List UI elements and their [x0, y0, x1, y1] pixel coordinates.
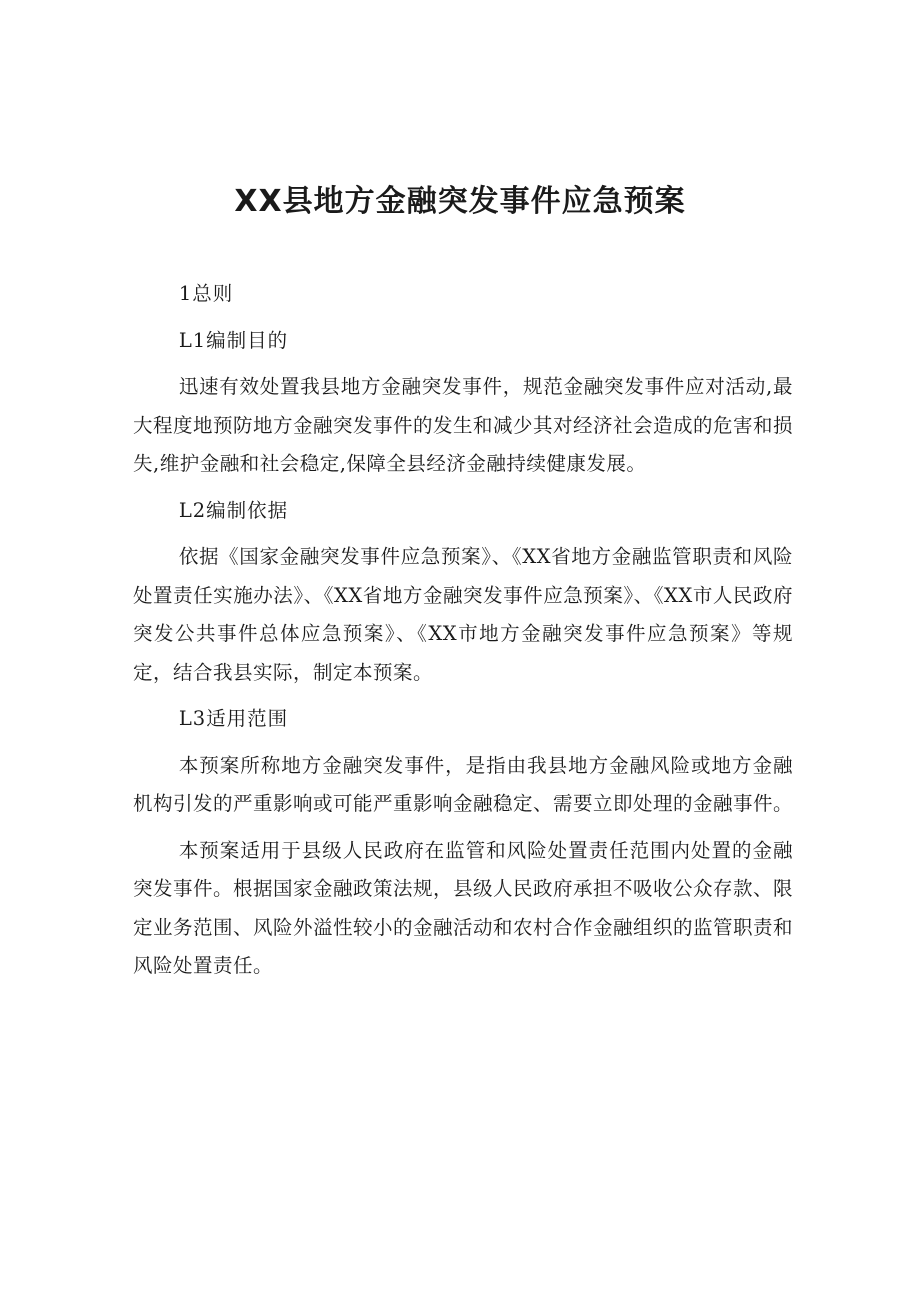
paragraph-purpose: 迅速有效处置我县地方金融突发事件，规范金融突发事件应对活动,最大程度地预防地方金融突发事件的发生和减少其对经济社会造成的危害和损失,维护金融和社会稳定,保障全县经济金融持续健康发展。: [133, 375, 794, 475]
section-heading-scope: L3适用范围: [178, 707, 289, 730]
paragraph-scope-applicability: 本预案适用于县级人民政府在监管和风险处置责任范围内处置的金融突发事件。根据国家金融政策法规，县级人民政府承担不吸收公众存款、限定业务范围、风险外溢性较小的金融活动和农村合作金融组织的监管职责和风险处置责任。: [133, 838, 794, 977]
section-heading-basis: L2编制依据: [178, 498, 289, 522]
paragraph-basis: 依据《国家金融突发事件应急预案》、《XX省地方金融监管职责和风险处置责任实施办法》、《XX省地方金融突发事件应急预案》、《XX市人民政府突发公共事件总体应急预案》、《XX市地方金融突发事件应急预案》等规定，结合我县实际，制定本预案。: [133, 545, 793, 684]
paragraph-scope-definition: 本预案所称地方金融突发事件，是指由我县地方金融风险或地方金融机构引发的严重影响或可能严重影响金融稳定、需要立即处理的金融事件。: [133, 753, 794, 815]
document-body: [133, 275, 793, 994]
document-title: XX县地方金融突发事件应急预案: [234, 184, 686, 219]
section-heading-purpose: L1编制目的: [178, 328, 289, 352]
section-heading-general: 1总则: [178, 282, 234, 305]
